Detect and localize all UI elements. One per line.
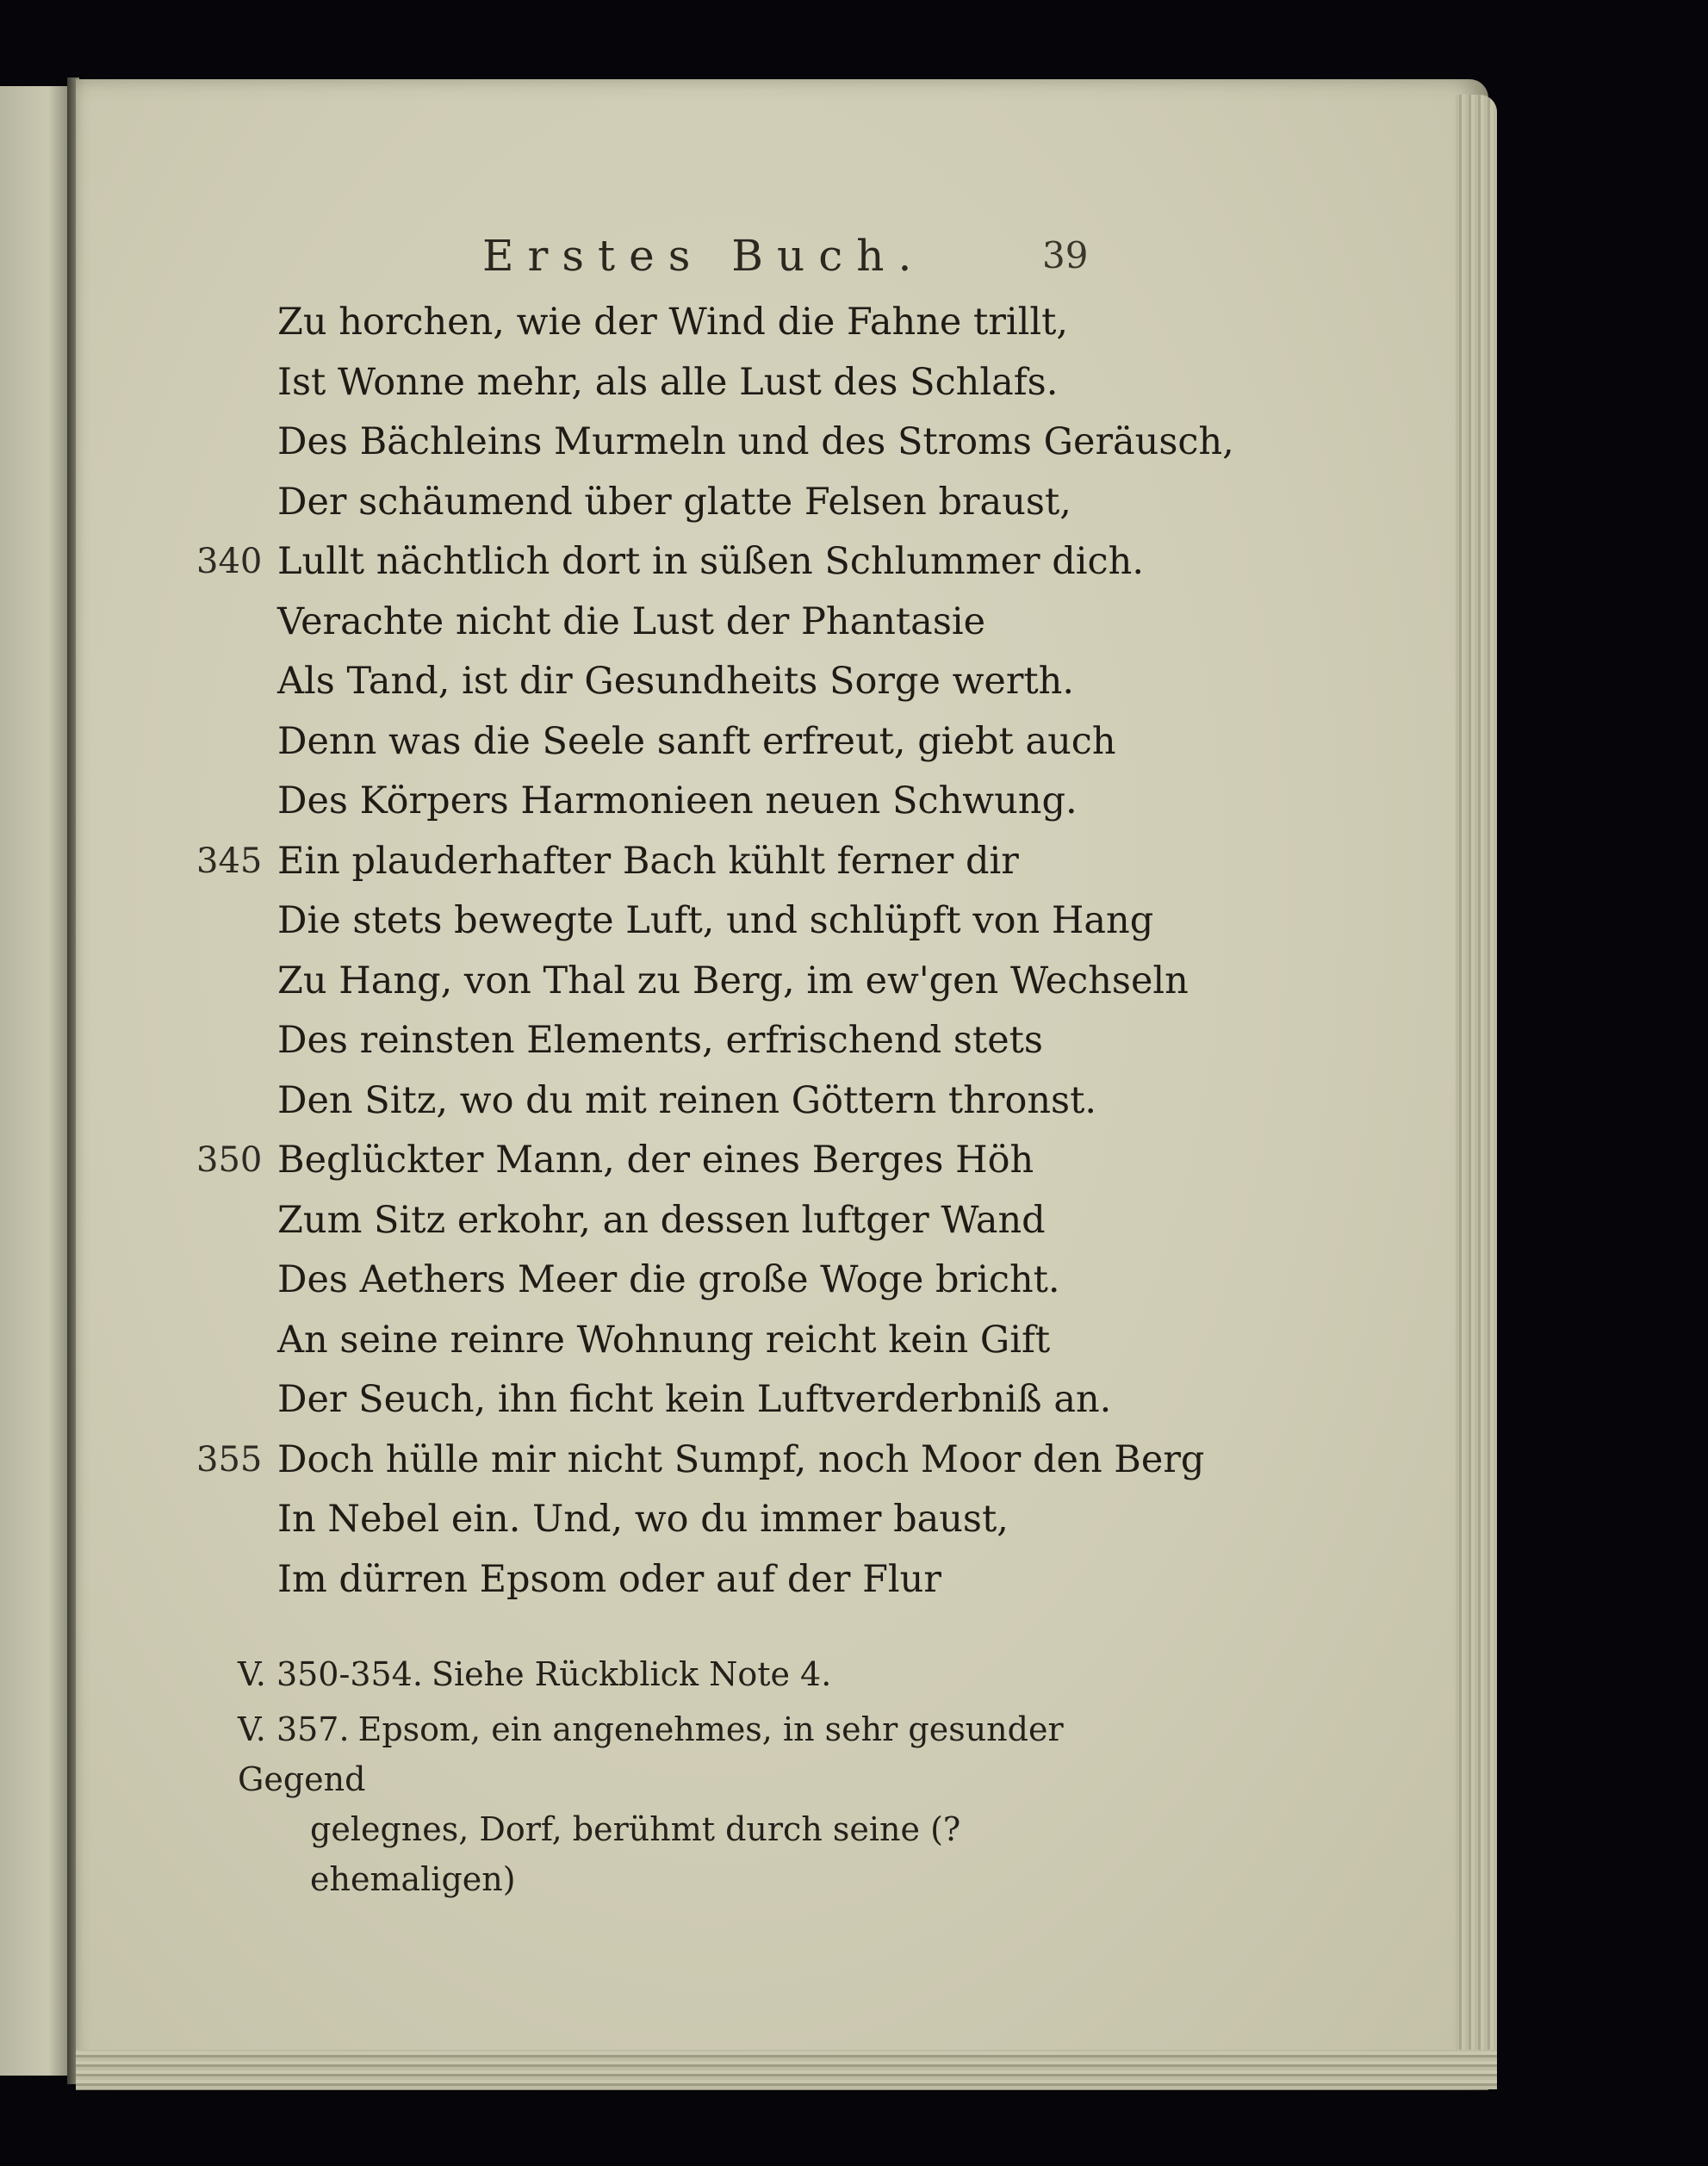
verse-text: Der Seuch, ihn ficht kein Luftverderbniß an. [277,1378,1112,1421]
footnote [238,1704,1099,1904]
verse-text: Des Körpers Harmonieen neuen Schwung. [277,779,1078,822]
footnote-continuation: gelegnes, Dorf, berühmt durch seine (?ehemaligen) [310,1810,961,1898]
verse-text: Verachte nicht die Lust der Phantasie [277,599,986,643]
verse-line [0,891,1154,952]
verse-text: Des Aethers Meer die große Woge bricht. [277,1258,1060,1301]
verse-line [0,1370,1137,1431]
verse-text: Als Tand, ist dir Gesundheits Sorge werth. [277,660,1075,703]
verse-line [0,1191,1137,1251]
verse-line [0,832,1137,892]
verse-line [0,1131,1137,1191]
verse-line [0,1011,1137,1071]
page-header [0,224,1120,293]
verse-text: Beglückter Mann, der eines Berges Höh [277,1139,1034,1182]
verse-text: Den Sitz, wo du mit reinen Göttern thronst. [277,1078,1097,1122]
verse-line [0,532,1144,593]
footnote-text: Epsom, ein angenehmes, in sehr gesunder Gegend [238,1710,1064,1798]
verse-text: Zum Sitz erkohr, an dessen luftger Wand [277,1198,1046,1242]
verse-text: Ist Wonne mehr, als alle Lust des Schlafs. [277,360,1059,404]
running-head: Erstes Buch. [482,231,926,281]
verse-text: In Nebel ein. Und, wo du immer baust, [277,1498,1009,1541]
verse-text: Des reinsten Elements, erfrischend stets [277,1019,1043,1062]
verse-line [0,1311,1137,1371]
line-number: 350 [196,1140,263,1180]
verse-line [0,1071,1137,1132]
verse-text: Der schäumend über glatte Felsen braust, [277,480,1071,524]
verse-text: Lullt nächtlich dort in süßen Schlummer dich. [277,540,1144,583]
verse-line [0,1490,1137,1550]
footnote-ref: V. 357. [238,1710,350,1748]
verse-line [0,473,1137,533]
footnote-ref: V. 350-354. [238,1655,423,1693]
verse-text: Ein plauderhafter Bach kühlt ferner dir [277,839,1019,883]
verse-line [0,1550,1137,1611]
verse-text: An seine reinre Wohnung reicht kein Gift [277,1318,1051,1362]
verse-text: Denn was die Seele sanft erfreut, giebt auch [277,719,1116,763]
page-number: 39 [1042,234,1089,276]
verse-line [0,1431,1205,1491]
verse-text: Doch hülle mir nicht Sumpf, noch Moor den Berg [277,1437,1205,1481]
verse-line [0,413,1234,473]
verse-line [0,952,1189,1012]
footnote-text: Siehe Rückblick Note 4. [431,1655,832,1693]
verse-text: Zu horchen, wie der Wind die Fahne trillt, [277,301,1069,344]
verse-block [0,293,1234,1610]
verse-text: Im dürren Epsom oder auf der Flur [277,1557,941,1601]
verse-text: Zu Hang, von Thal zu Berg, im ew'gen Wechseln [277,959,1189,1002]
line-number: 355 [196,1439,263,1480]
line-number: 345 [196,841,263,881]
verse-line [0,593,1137,653]
footnote [238,1649,1099,1699]
line-number: 340 [196,542,263,581]
verse-text: Des Bächleins Murmeln und des Stroms Geräusch, [277,420,1234,463]
verse-line [0,712,1137,773]
page-bottom-edge [76,2050,1497,2089]
verse-text: Die stets bewegte Luft, und schlüpft von Hang [277,899,1154,942]
verse-line [0,772,1137,832]
page-fore-edge [1456,95,1497,2067]
verse-line [0,1251,1137,1311]
verse-line [0,652,1137,712]
verse-line [0,353,1137,413]
verse-line [0,293,1137,353]
